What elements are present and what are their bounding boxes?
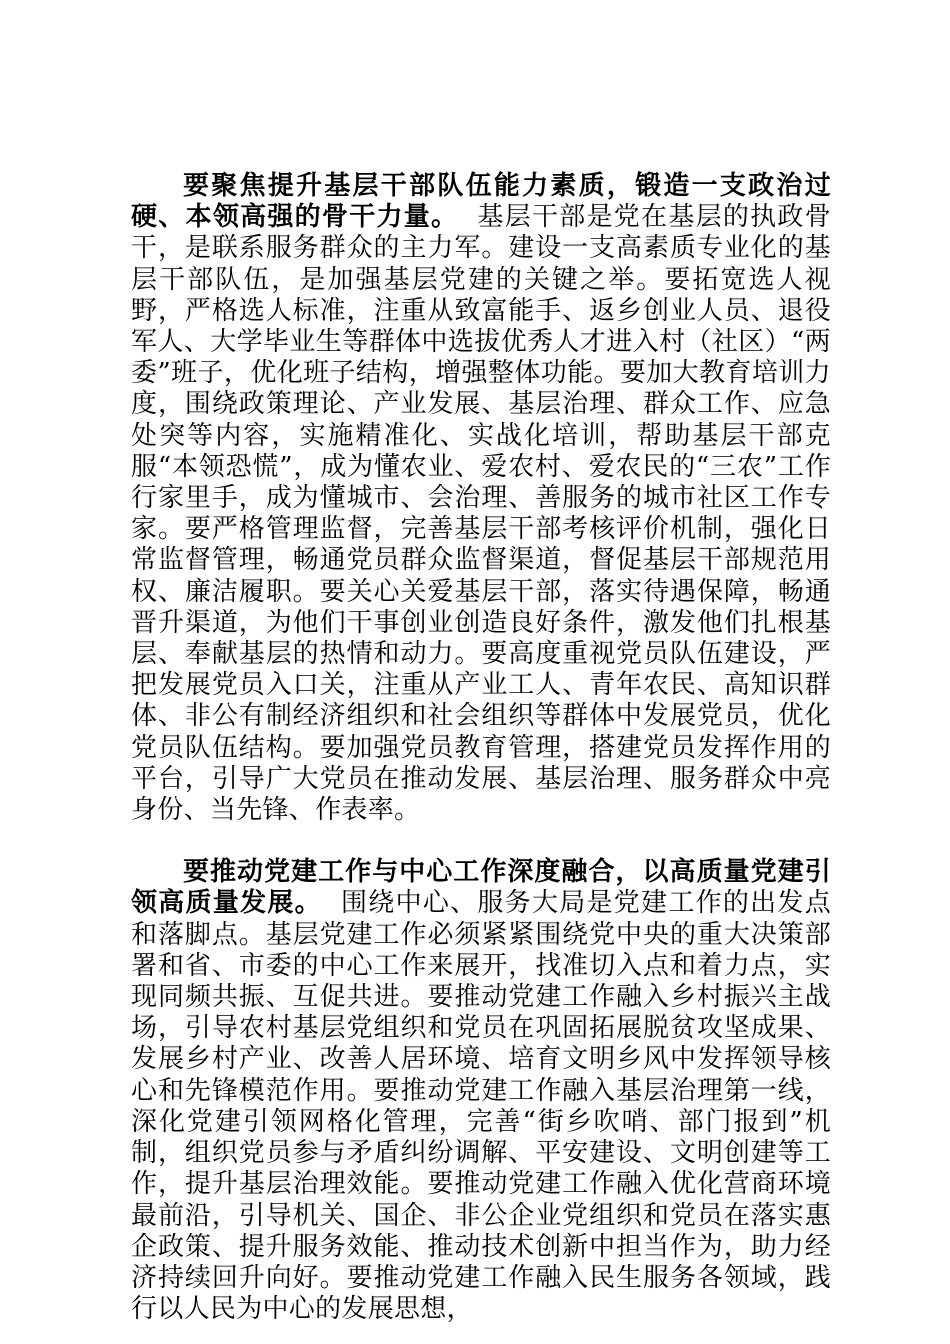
paragraph-cadre-team (131, 171, 831, 826)
paragraph-lead: 要聚焦提升基层干部队伍能力素质，锻造一支政治过硬、本领高强的骨干力量。 (131, 171, 831, 233)
paragraph-body: 基层干部是党在基层的执政骨干，是联系服务群众的主力军。建设一支高素质专业化的基层干部队伍，是加强基层党建的关键之举。要拓宽选人视野，严格选人标准，注重从致富能手、返乡创业人员、退役军人、大学毕业生等群体中选拔优秀人才进入村（社区）“两委”班子，优化班子结构，增强整体功能。要加大教育培训力度，围绕政策理论、产业发展、基层治理、群众工作、应急处突等内容，实施精准化、实战化培训，帮助基层干部克服“本领恐慌”，成为懂农业、爱农村、爱农民的“三农”工作行家里手，成为懂城市、会治理、善服务的城市社区工作专家。要严格管理监督，完善基层干部考核评价机制，强化日常监督管理，畅通党员群众监督渠道，督促基层干部规范用权、廉洁履职。要关心关爱基层干部，落实待遇保障，畅通晋升渠道，为他们干事创业创造良好条件，激发他们扎根基层、奉献基层的热情和动力。要高度重视党员队伍建设，严把发展党员入口关，注重从产业工人、青年农民、高知识群体、非公有制经济组织和社会组织等群体中发展党员，优化党员队伍结构。要加强党员教育管理，搭建党员发挥作用的平台，引导广大党员在推动发展、基层治理、服务群众中亮身份、当先锋、作表率。 (131, 202, 832, 826)
paragraph-party-building-integration (131, 857, 831, 1325)
paragraph-lead: 要推动党建工作与中心工作深度融合，以高质量党建引领高质量发展。 (131, 857, 831, 919)
paragraph-body: 围绕中心、服务大局是党建工作的出发点和落脚点。基层党建工作必须紧紧围绕党中央的重大决策部署和省、市委的中心工作来展开，找准切入点和着力点，实现同频共振、互促共进。要推动党建工作融入乡村振兴主战场，引导农村基层党组织和党员在巩固拓展脱贫攻坚成果、发展乡村产业、改善人居环境、培育文明乡风中发挥领导核心和先锋模范作用。要推动党建工作融入基层治理第一线，深化党建引领网格化管理，完善“街乡吹哨、部门报到”机制，组织党员参与矛盾纠纷调解、平安建设、文明创建等工作，提升基层治理效能。要推动党建工作融入优化营商环境最前沿，引导机关、国企、非公企业党组织和党员在落实惠企政策、提升服务效能、推动技术创新中担当作为，助力经济持续回升向好。要推动党建工作融入民生服务各领域，践行以人民为中心的发展思想， (131, 888, 832, 1325)
document-body (131, 171, 831, 1325)
